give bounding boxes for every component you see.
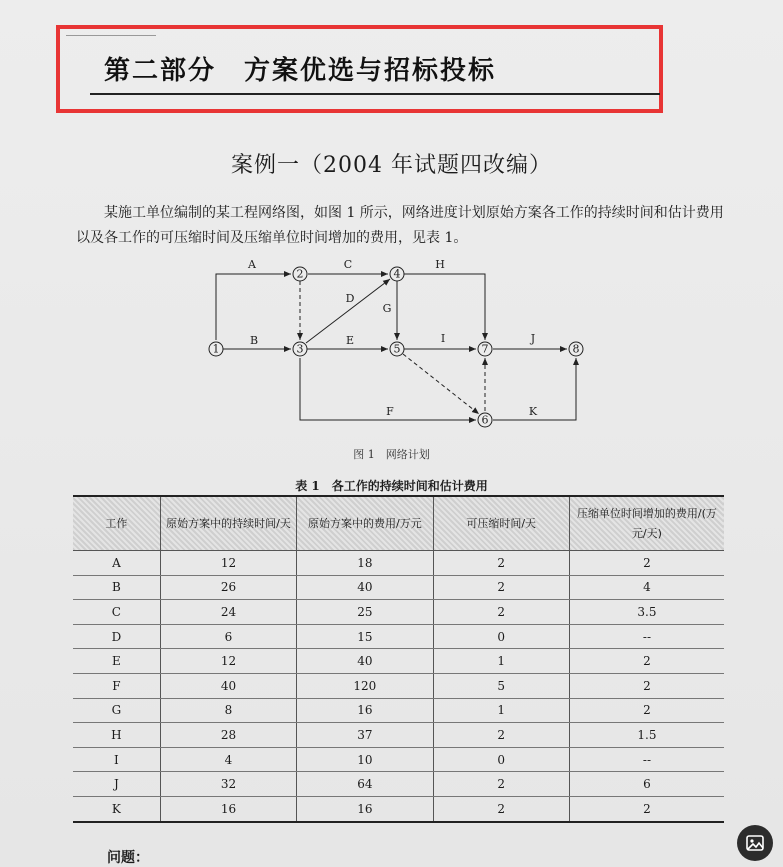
table-row (73, 747, 724, 772)
table-body (73, 551, 724, 822)
cost-cell: 37 (297, 723, 433, 748)
activity-label-E: E (345, 334, 355, 347)
duration-cell: 6 (160, 624, 296, 649)
compression-cost-rate-cell: -- (569, 747, 724, 772)
table-row (73, 624, 724, 649)
cost-cell: 16 (297, 796, 433, 821)
table-row (73, 673, 724, 698)
activity-label-B: B (249, 334, 259, 347)
header-compressible-time: 可压缩时间/天 (433, 496, 569, 551)
cost-cell: 25 (297, 600, 433, 625)
section-title-rule (90, 93, 660, 95)
header-compression-cost-rate: 压缩单位时间增加的费用/(万元/天) (569, 496, 724, 551)
node-label-4: 4 (393, 267, 401, 281)
activity-cell: C (73, 600, 160, 625)
activity-label-F: F (386, 405, 394, 418)
activity-label-K: K (528, 405, 538, 418)
compressible-time-cell: 1 (433, 698, 569, 723)
duration-cell: 16 (160, 796, 296, 821)
compression-cost-rate-cell: 1.5 (569, 723, 724, 748)
compressible-time-cell: 2 (433, 600, 569, 625)
compression-cost-rate-cell: 2 (569, 796, 724, 821)
section-title: 第二部分 方案优选与招标投标 (104, 56, 497, 86)
network-diagram (190, 250, 600, 440)
table-row (73, 723, 724, 748)
duration-cell: 28 (160, 723, 296, 748)
cost-cell: 16 (297, 698, 433, 723)
node-label-1: 1 (212, 342, 220, 356)
cost-cell: 40 (297, 649, 433, 674)
cost-cell: 15 (297, 624, 433, 649)
activity-label-H: H (435, 258, 445, 271)
activity-cell: J (73, 772, 160, 797)
image-view-button[interactable] (737, 825, 773, 861)
cost-cell: 10 (297, 747, 433, 772)
node-label-5: 5 (393, 342, 401, 356)
compressible-time-cell: 5 (433, 673, 569, 698)
header-decorative-line (66, 35, 156, 36)
duration-cell: 32 (160, 772, 296, 797)
compressible-time-cell: 2 (433, 551, 569, 576)
node-label-3: 3 (296, 342, 304, 356)
cost-cell: 18 (297, 551, 433, 576)
table-row (73, 575, 724, 600)
compression-cost-rate-cell: 2 (569, 673, 724, 698)
activity-table (73, 495, 724, 823)
header-duration: 原始方案中的持续时间/天 (160, 496, 296, 551)
table-row (73, 796, 724, 821)
table-header-row (73, 496, 724, 551)
image-icon (746, 835, 764, 851)
activity-label-G: G (382, 302, 392, 315)
cost-cell: 40 (297, 575, 433, 600)
compression-cost-rate-cell: 2 (569, 551, 724, 576)
duration-cell: 12 (160, 551, 296, 576)
table-caption: 表 1 各工作的持续时间和估计费用 (295, 479, 488, 493)
node-label-6: 6 (481, 413, 489, 427)
compression-cost-rate-cell: 6 (569, 772, 724, 797)
duration-cell: 8 (160, 698, 296, 723)
table-row (73, 649, 724, 674)
duration-cell: 12 (160, 649, 296, 674)
intro-paragraph: 某施工单位编制的某工程网络图，如图 1 所示，网络进度计划原始方案各工作的持续时间和估计费用以及各工作的可压缩时间及压缩单位时间增加的费用，见表 1。 (76, 205, 724, 246)
activity-cell: G (73, 698, 160, 723)
activity-label-C: C (343, 258, 353, 271)
compression-cost-rate-cell: 3.5 (569, 600, 724, 625)
activity-cell: B (73, 575, 160, 600)
duration-cell: 40 (160, 673, 296, 698)
activity-cell: E (73, 649, 160, 674)
compressible-time-cell: 2 (433, 575, 569, 600)
compressible-time-cell: 2 (433, 723, 569, 748)
table-row (73, 600, 724, 625)
node-label-8: 8 (572, 342, 580, 356)
activity-cell: A (73, 551, 160, 576)
duration-cell: 26 (160, 575, 296, 600)
compression-cost-rate-cell: 4 (569, 575, 724, 600)
question-label: 问题： (107, 850, 149, 866)
activity-label-I: I (440, 332, 446, 345)
node-label-2: 2 (296, 267, 304, 281)
compressible-time-cell: 2 (433, 796, 569, 821)
compressible-time-cell: 0 (433, 624, 569, 649)
activity-cell: D (73, 624, 160, 649)
activity-cell: I (73, 747, 160, 772)
table-row (73, 551, 724, 576)
activity-label-A: A (248, 258, 256, 271)
figure-caption: 图 1 网络计划 (353, 448, 430, 461)
header-cost: 原始方案中的费用/万元 (297, 496, 433, 551)
activity-line-A (216, 274, 291, 340)
table-row (73, 772, 724, 797)
header-activity: 工作 (73, 496, 160, 551)
activity-label-D: D (345, 292, 355, 305)
dummy-line-5-6 (403, 354, 479, 414)
cost-cell: 120 (297, 673, 433, 698)
compression-cost-rate-cell: 2 (569, 649, 724, 674)
cost-cell: 64 (297, 772, 433, 797)
compression-cost-rate-cell: -- (569, 624, 724, 649)
activity-cell: H (73, 723, 160, 748)
compressible-time-cell: 2 (433, 772, 569, 797)
duration-cell: 4 (160, 747, 296, 772)
activity-cell: F (73, 673, 160, 698)
activity-line-H (404, 274, 485, 340)
compression-cost-rate-cell: 2 (569, 698, 724, 723)
activity-cell: K (73, 796, 160, 821)
duration-cell: 24 (160, 600, 296, 625)
compressible-time-cell: 1 (433, 649, 569, 674)
case-title: 案例一（2004 年试题四改编） (231, 153, 552, 178)
activity-label-J: J (530, 332, 536, 345)
table-row (73, 698, 724, 723)
compressible-time-cell: 0 (433, 747, 569, 772)
node-label-7: 7 (481, 342, 489, 356)
